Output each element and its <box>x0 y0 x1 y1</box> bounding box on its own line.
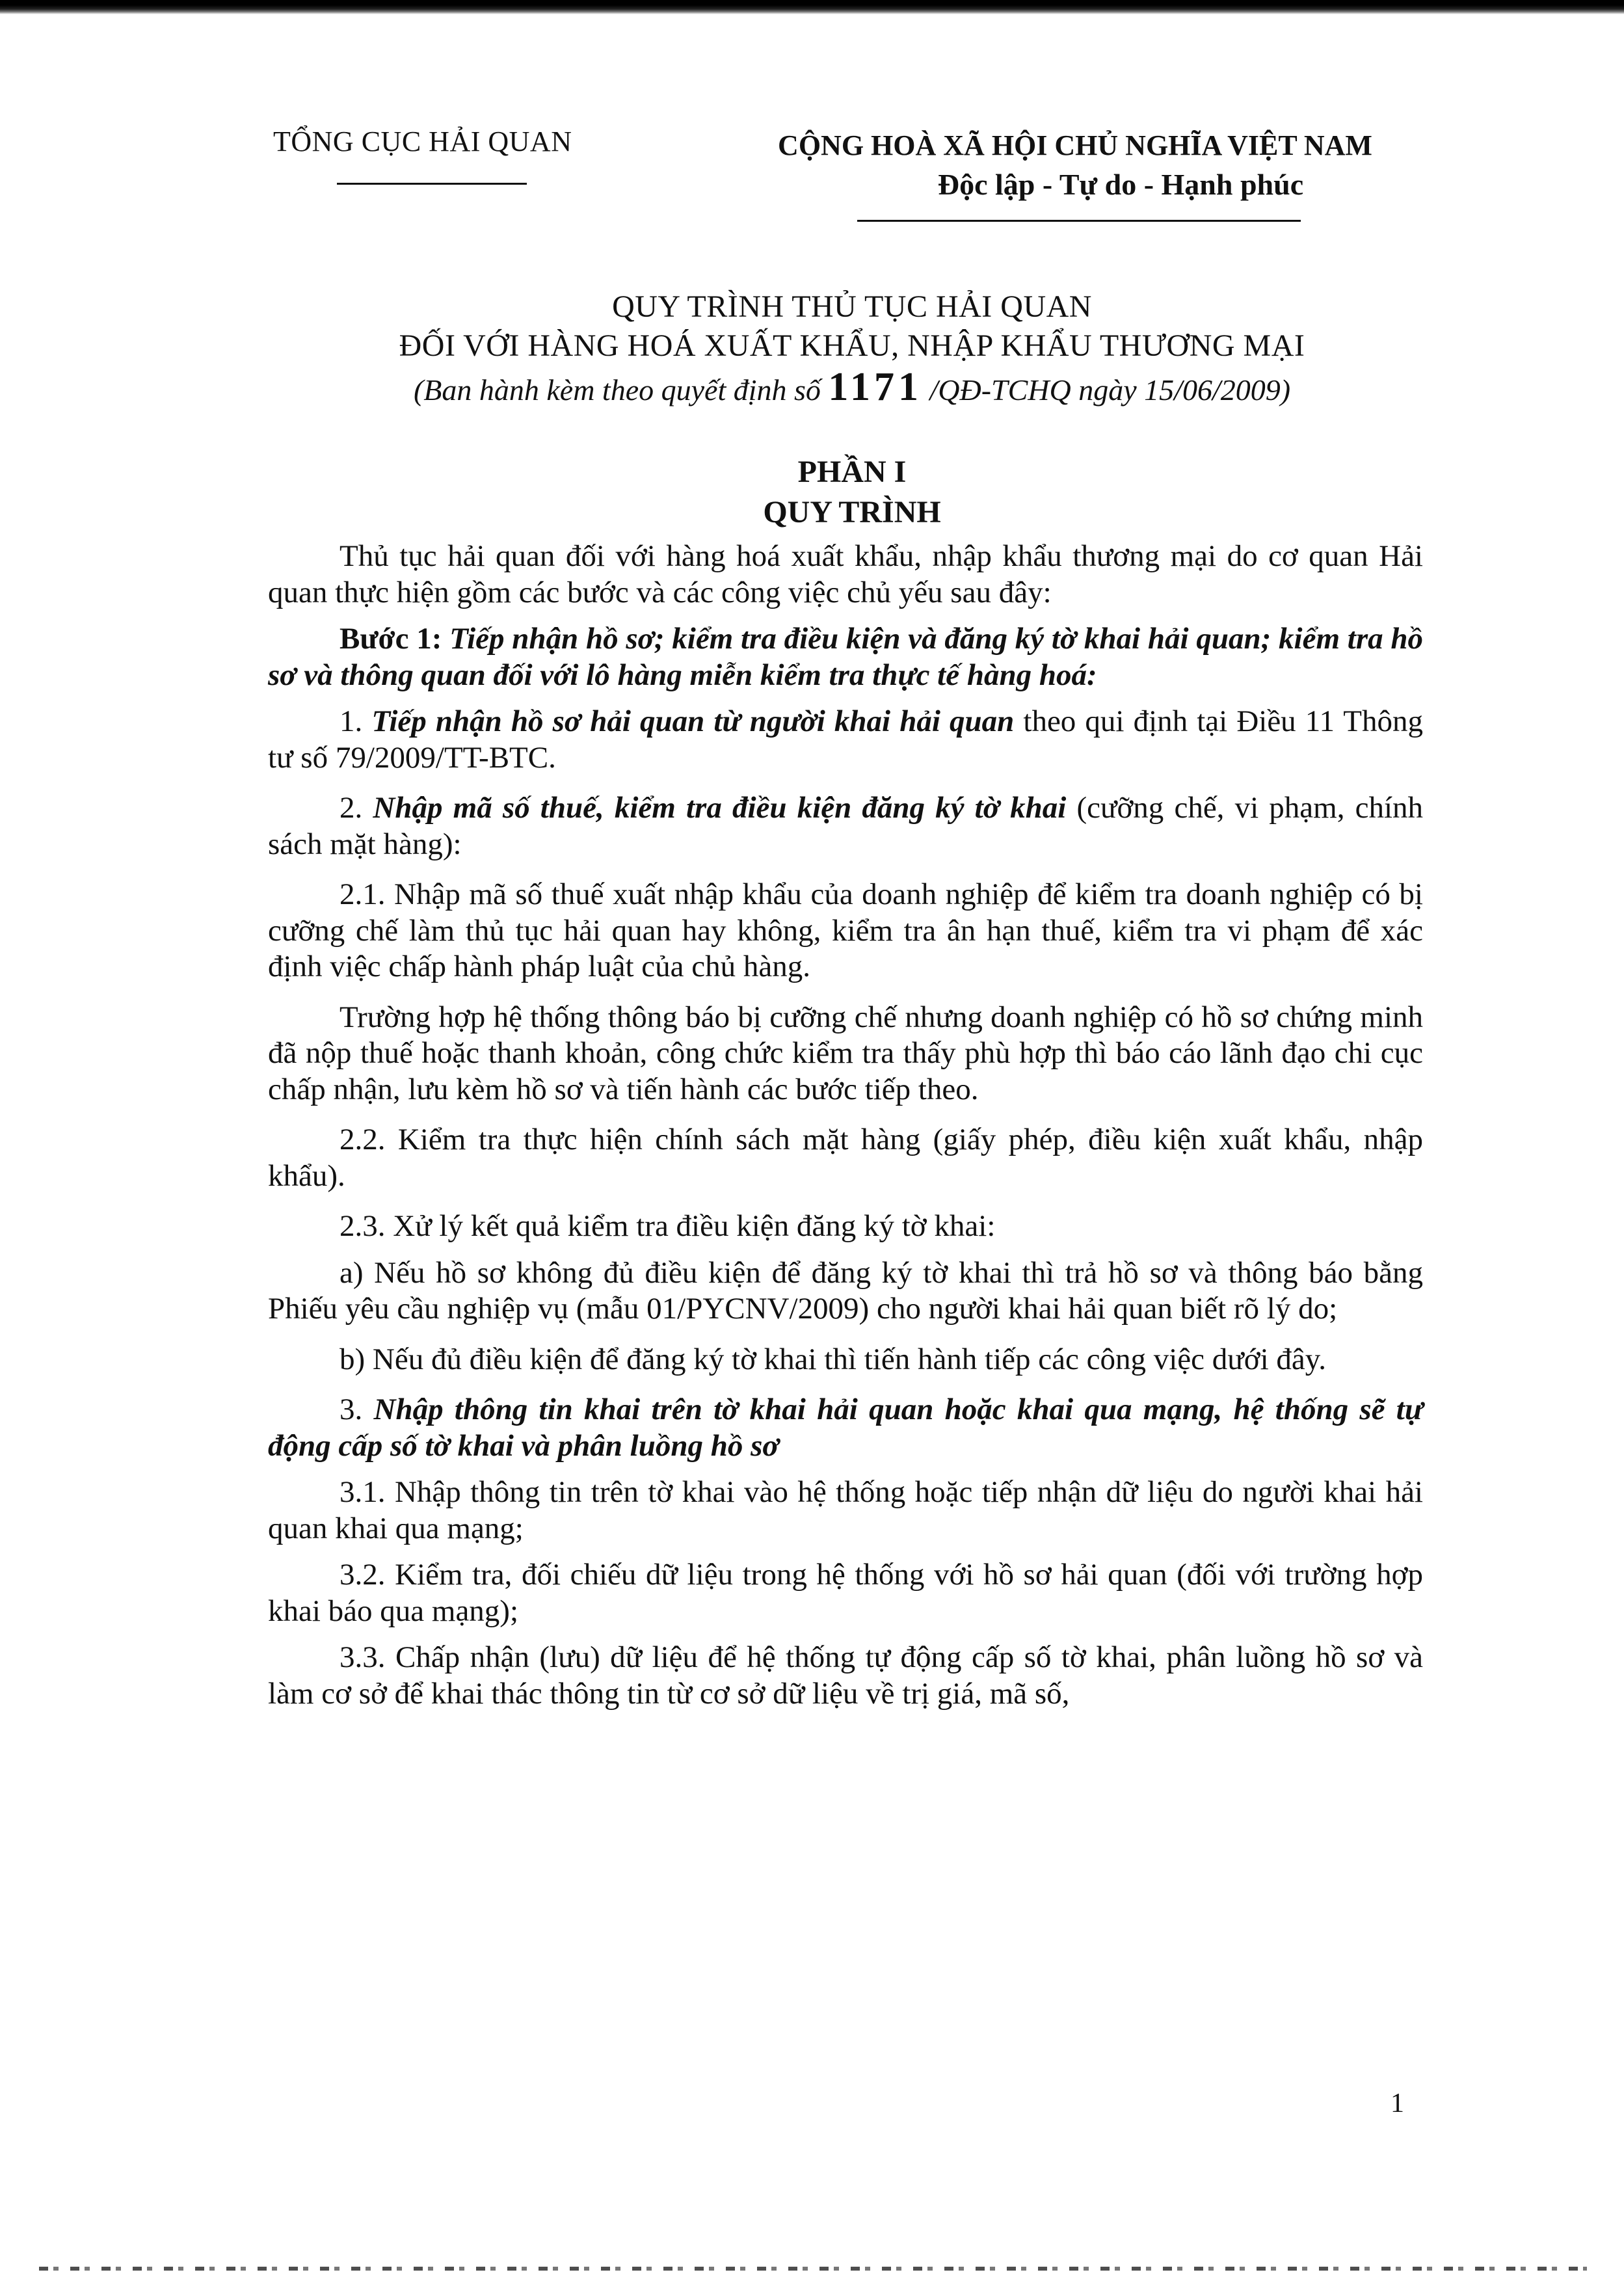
item-2-1-note: Trường hợp hệ thống thông báo bị cưỡng chế nhưng doanh nghiệp có hồ sơ chứng minh đã nộp thuế hoặc thanh khoản, công chức kiểm tra thấy phù hợp thì báo cáo lãnh đạo chi cục chấp nhận, lưu kèm hồ sơ và tiến hành các bước tiếp theo. <box>268 1000 1423 1106</box>
issuance-note-suffix: /QĐ-TCHQ ngày 15/06/2009) <box>929 373 1291 407</box>
title-line-2: ĐỐI VỚI HÀNG HOÁ XUẤT KHẨU, NHẬP KHẨU THƯƠNG MẠI <box>399 328 1305 363</box>
part-number: PHẦN I <box>797 455 907 489</box>
item-3 <box>268 1392 1423 1464</box>
part-name: QUY TRÌNH <box>763 495 941 529</box>
item-3-title: Nhập thông tin khai trên tờ khai hải quan hoặc khai qua mạng, hệ thống sẽ tự động cấp số tờ khai và phân luồng hồ sơ <box>268 1393 1423 1463</box>
page-number: 1 <box>1391 2088 1404 2118</box>
item-1-text: theo qui định tại Điều 11 Thông tư số 79/2009/TT-BTC. <box>268 704 1423 775</box>
item-1-number: 1. <box>339 704 363 738</box>
item-2-3-b: b) Nếu đủ điều kiện để đăng ký tờ khai thì tiến hành tiếp các công việc dưới đây. <box>339 1342 1326 1376</box>
item-1 <box>268 704 1423 776</box>
agency-name: TỔNG CỤC HẢI QUAN <box>273 126 572 157</box>
scan-border-bottom <box>39 2267 1587 2271</box>
national-header <box>753 129 1397 202</box>
item-2-text: (cưỡng chế, vi phạm, chính sách mặt hàng): <box>268 791 1424 861</box>
item-1-title: Tiếp nhận hồ sơ hải quan từ người khai hải quan <box>371 704 1015 738</box>
part-heading <box>228 452 1476 533</box>
document-title <box>228 287 1476 412</box>
item-3-2: 3.2. Kiểm tra, đối chiếu dữ liệu trong hệ thống với hồ sơ hải quan (đối với trường hợp khai báo qua mạng); <box>268 1558 1423 1628</box>
item-2-3-a: a) Nếu hồ sơ không đủ điều kiện để đăng ký tờ khai thì trả hồ sơ và thông báo bằng Phiếu yêu cầu nghiệp vụ (mẫu 01/PYCNV/2009) cho người khai hải quan biết rõ lý do; <box>268 1255 1423 1326</box>
item-2-number: 2. <box>339 791 363 825</box>
decision-number: 1171 <box>828 365 922 409</box>
item-2 <box>268 790 1423 862</box>
item-2-2: 2.2. Kiểm tra thực hiện chính sách mặt hàng (giấy phép, điều kiện xuất khẩu, nhập khẩu). <box>268 1123 1423 1193</box>
step-1-heading <box>268 621 1423 693</box>
item-2-3: 2.3. Xử lý kết quả kiểm tra điều kiện đăng ký tờ khai: <box>339 1209 996 1243</box>
motto-underline <box>857 220 1301 222</box>
item-3-1: 3.1. Nhập thông tin trên tờ khai vào hệ thống hoặc tiếp nhận dữ liệu do người khai hải quan khai qua mạng; <box>268 1475 1423 1545</box>
title-line-1: QUY TRÌNH THỦ TỤC HẢI QUAN <box>612 289 1092 324</box>
item-2-1: 2.1. Nhập mã số thuế xuất nhập khẩu của doanh nghiệp để kiểm tra doanh nghiệp có bị cưỡng chế làm thủ tục hải quan hay không, kiểm tra ân hạn thuế, kiểm tra vi phạm để xác định việc chấp hành pháp luật của chủ hàng. <box>268 877 1423 983</box>
agency-underline <box>337 183 527 185</box>
issuance-note <box>228 366 1476 412</box>
document-body <box>268 539 1423 1722</box>
item-3-3: 3.3. Chấp nhận (lưu) dữ liệu để hệ thống tự động cấp số tờ khai, phân luồng hồ sơ và làm cơ sở để khai thác thông tin từ cơ sở dữ liệu về trị giá, mã số, <box>268 1640 1423 1711</box>
step-1-title: Tiếp nhận hồ sơ; kiểm tra điều kiện và đăng ký tờ khai hải quan; kiểm tra hồ sơ và thông quan đối với lô hàng miễn kiểm tra thực tế hàng hoá: <box>268 622 1424 692</box>
intro-paragraph: Thủ tục hải quan đối với hàng hoá xuất khẩu, nhập khẩu thương mại do cơ quan Hải quan thực hiện gồm các bước và các công việc chủ yếu sau đây: <box>268 539 1423 609</box>
issuance-note-prefix: (Ban hành kèm theo quyết định số <box>413 373 821 407</box>
country-name: CỘNG HOÀ XÃ HỘI CHỦ NGHĨA VIỆT NAM <box>778 129 1372 161</box>
step-1-label: Bước 1: <box>339 622 442 656</box>
item-3-number: 3. <box>339 1393 363 1426</box>
national-motto: Độc lập - Tự do - Hạnh phúc <box>937 168 1304 201</box>
item-2-title: Nhập mã số thuế, kiểm tra điều kiện đăng ký tờ khai <box>373 791 1067 825</box>
scan-border-top <box>0 0 1624 14</box>
